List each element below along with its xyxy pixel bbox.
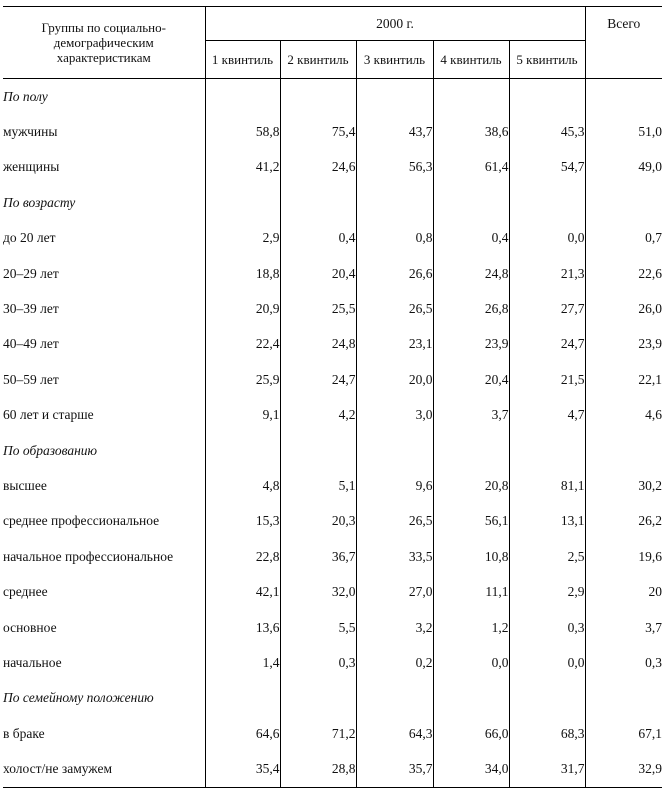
total-value-cell: 30,2 xyxy=(585,468,662,503)
quintile-value-cell: 32,0 xyxy=(280,574,356,609)
quintile-value-cell: 11,1 xyxy=(433,574,509,609)
quintile-value-cell: 2,9 xyxy=(509,574,585,609)
quintile-value-cell: 25,5 xyxy=(280,291,356,326)
total-column-header: Всего xyxy=(585,7,662,79)
quintile-value-cell: 75,4 xyxy=(280,114,356,149)
quintile-value-cell: 4,2 xyxy=(280,398,356,433)
quintile-value-cell: 0,0 xyxy=(433,645,509,680)
quintile-value-cell: 36,7 xyxy=(280,539,356,574)
quintile-value-cell: 56,3 xyxy=(356,150,433,185)
empty-cell xyxy=(280,681,356,716)
quintile-value-cell: 28,8 xyxy=(280,751,356,787)
quintile-value-cell: 66,0 xyxy=(433,716,509,751)
quintile-2-header: 2 квинтиль xyxy=(280,41,356,79)
quintile-value-cell: 0,4 xyxy=(280,221,356,256)
quintile-value-cell: 0,0 xyxy=(509,221,585,256)
empty-cell xyxy=(356,185,433,220)
table-row xyxy=(3,539,662,574)
quintile-value-cell: 56,1 xyxy=(433,504,509,539)
row-label: 40–49 лет xyxy=(3,327,205,362)
quintile-value-cell: 42,1 xyxy=(205,574,280,609)
quintile-value-cell: 27,0 xyxy=(356,574,433,609)
quintile-value-cell: 20,3 xyxy=(280,504,356,539)
table-body xyxy=(3,79,662,788)
quintile-value-cell: 34,0 xyxy=(433,751,509,787)
quintile-value-cell: 9,6 xyxy=(356,468,433,503)
row-label: в браке xyxy=(3,716,205,751)
quintile-value-cell: 25,9 xyxy=(205,362,280,397)
table-row xyxy=(3,398,662,433)
quintile-value-cell: 5,1 xyxy=(280,468,356,503)
table-row xyxy=(3,751,662,787)
quintile-value-cell: 20,9 xyxy=(205,291,280,326)
quintile-value-cell: 1,4 xyxy=(205,645,280,680)
quintile-value-cell: 13,6 xyxy=(205,610,280,645)
row-label: до 20 лет xyxy=(3,221,205,256)
empty-cell xyxy=(205,79,280,115)
table-row xyxy=(3,114,662,149)
quintile-value-cell: 24,8 xyxy=(433,256,509,291)
quintile-value-cell: 10,8 xyxy=(433,539,509,574)
row-label: начальное профессиональное xyxy=(3,539,205,574)
quintile-value-cell: 26,5 xyxy=(356,291,433,326)
empty-cell xyxy=(585,185,662,220)
quintile-value-cell: 13,1 xyxy=(509,504,585,539)
group-column-header: Группы по социально-демографическим характеристикам xyxy=(3,7,205,79)
total-value-cell: 3,7 xyxy=(585,610,662,645)
quintile-value-cell: 68,3 xyxy=(509,716,585,751)
quintile-value-cell: 24,7 xyxy=(509,327,585,362)
quintile-value-cell: 0,3 xyxy=(280,645,356,680)
quintile-value-cell: 22,8 xyxy=(205,539,280,574)
statistics-table xyxy=(3,6,662,788)
total-value-cell: 4,6 xyxy=(585,398,662,433)
quintile-value-cell: 26,5 xyxy=(356,504,433,539)
total-value-cell: 23,9 xyxy=(585,327,662,362)
quintile-value-cell: 20,4 xyxy=(280,256,356,291)
empty-cell xyxy=(433,185,509,220)
total-value-cell: 26,2 xyxy=(585,504,662,539)
total-value-cell: 26,0 xyxy=(585,291,662,326)
total-value-cell: 0,7 xyxy=(585,221,662,256)
table-row xyxy=(3,362,662,397)
section-row xyxy=(3,681,662,716)
total-value-cell: 0,3 xyxy=(585,645,662,680)
quintile-value-cell: 2,5 xyxy=(509,539,585,574)
empty-cell xyxy=(433,79,509,115)
quintile-value-cell: 33,5 xyxy=(356,539,433,574)
quintile-value-cell: 21,5 xyxy=(509,362,585,397)
quintile-4-header: 4 квинтиль xyxy=(433,41,509,79)
quintile-value-cell: 0,3 xyxy=(509,610,585,645)
quintile-value-cell: 20,8 xyxy=(433,468,509,503)
quintile-5-header: 5 квинтиль xyxy=(509,41,585,79)
quintile-value-cell: 0,2 xyxy=(356,645,433,680)
empty-cell xyxy=(509,79,585,115)
row-label: высшее xyxy=(3,468,205,503)
quintile-value-cell: 23,9 xyxy=(433,327,509,362)
quintile-value-cell: 3,2 xyxy=(356,610,433,645)
quintile-value-cell: 0,0 xyxy=(509,645,585,680)
quintile-value-cell: 64,3 xyxy=(356,716,433,751)
quintile-value-cell: 22,4 xyxy=(205,327,280,362)
section-title: По полу xyxy=(3,79,205,115)
table-row xyxy=(3,256,662,291)
quintile-value-cell: 26,8 xyxy=(433,291,509,326)
section-title: По образованию xyxy=(3,433,205,468)
empty-cell xyxy=(433,681,509,716)
table-row xyxy=(3,327,662,362)
empty-cell xyxy=(356,433,433,468)
year-header: 2000 г. xyxy=(205,7,585,41)
total-value-cell: 49,0 xyxy=(585,150,662,185)
quintile-value-cell: 45,3 xyxy=(509,114,585,149)
total-value-cell: 67,1 xyxy=(585,716,662,751)
quintile-value-cell: 64,6 xyxy=(205,716,280,751)
quintile-value-cell: 38,6 xyxy=(433,114,509,149)
quintile-value-cell: 18,8 xyxy=(205,256,280,291)
table-row xyxy=(3,574,662,609)
empty-cell xyxy=(205,185,280,220)
quintile-value-cell: 20,4 xyxy=(433,362,509,397)
total-value-cell: 22,1 xyxy=(585,362,662,397)
table-row xyxy=(3,291,662,326)
empty-cell xyxy=(509,185,585,220)
quintile-1-header: 1 квинтиль xyxy=(205,41,280,79)
quintile-value-cell: 5,5 xyxy=(280,610,356,645)
row-label: основное xyxy=(3,610,205,645)
quintile-value-cell: 24,7 xyxy=(280,362,356,397)
empty-cell xyxy=(585,433,662,468)
quintile-value-cell: 31,7 xyxy=(509,751,585,787)
row-label: 60 лет и старше xyxy=(3,398,205,433)
table-row xyxy=(3,716,662,751)
quintile-value-cell: 58,8 xyxy=(205,114,280,149)
quintile-value-cell: 3,0 xyxy=(356,398,433,433)
empty-cell xyxy=(585,79,662,115)
quintile-value-cell: 26,6 xyxy=(356,256,433,291)
quintile-value-cell: 3,7 xyxy=(433,398,509,433)
empty-cell xyxy=(205,433,280,468)
quintile-value-cell: 4,7 xyxy=(509,398,585,433)
row-label: начальное xyxy=(3,645,205,680)
section-title: По возрасту xyxy=(3,185,205,220)
quintile-value-cell: 43,7 xyxy=(356,114,433,149)
quintile-value-cell: 61,4 xyxy=(433,150,509,185)
empty-cell xyxy=(280,433,356,468)
empty-cell xyxy=(356,681,433,716)
empty-cell xyxy=(509,681,585,716)
quintile-value-cell: 1,2 xyxy=(433,610,509,645)
empty-cell xyxy=(509,433,585,468)
quintile-value-cell: 81,1 xyxy=(509,468,585,503)
table-row xyxy=(3,150,662,185)
quintile-3-header: 3 квинтиль xyxy=(356,41,433,79)
quintile-value-cell: 4,8 xyxy=(205,468,280,503)
section-row xyxy=(3,79,662,115)
table-row xyxy=(3,504,662,539)
empty-cell xyxy=(205,681,280,716)
quintile-value-cell: 20,0 xyxy=(356,362,433,397)
quintile-value-cell: 15,3 xyxy=(205,504,280,539)
row-label: 50–59 лет xyxy=(3,362,205,397)
row-label: среднее профессиональное xyxy=(3,504,205,539)
row-label: мужчины xyxy=(3,114,205,149)
total-value-cell: 19,6 xyxy=(585,539,662,574)
table-row xyxy=(3,645,662,680)
row-label: холост/не замужем xyxy=(3,751,205,787)
table-row xyxy=(3,468,662,503)
row-label: 20–29 лет xyxy=(3,256,205,291)
quintile-value-cell: 2,9 xyxy=(205,221,280,256)
quintile-value-cell: 23,1 xyxy=(356,327,433,362)
section-title: По семейному положению xyxy=(3,681,205,716)
total-value-cell: 32,9 xyxy=(585,751,662,787)
empty-cell xyxy=(280,79,356,115)
quintile-value-cell: 0,4 xyxy=(433,221,509,256)
quintile-value-cell: 35,4 xyxy=(205,751,280,787)
section-row xyxy=(3,185,662,220)
quintile-value-cell: 27,7 xyxy=(509,291,585,326)
empty-cell xyxy=(280,185,356,220)
quintile-value-cell: 35,7 xyxy=(356,751,433,787)
row-label: среднее xyxy=(3,574,205,609)
section-row xyxy=(3,433,662,468)
quintile-value-cell: 71,2 xyxy=(280,716,356,751)
table-row xyxy=(3,221,662,256)
quintile-value-cell: 0,8 xyxy=(356,221,433,256)
quintile-value-cell: 24,6 xyxy=(280,150,356,185)
quintile-value-cell: 9,1 xyxy=(205,398,280,433)
total-value-cell: 51,0 xyxy=(585,114,662,149)
total-value-cell: 22,6 xyxy=(585,256,662,291)
row-label: 30–39 лет xyxy=(3,291,205,326)
empty-cell xyxy=(356,79,433,115)
row-label: женщины xyxy=(3,150,205,185)
table-row xyxy=(3,610,662,645)
total-value-cell: 20 xyxy=(585,574,662,609)
quintile-value-cell: 54,7 xyxy=(509,150,585,185)
quintile-value-cell: 24,8 xyxy=(280,327,356,362)
quintile-value-cell: 21,3 xyxy=(509,256,585,291)
quintile-value-cell: 41,2 xyxy=(205,150,280,185)
empty-cell xyxy=(585,681,662,716)
table-header xyxy=(3,7,662,79)
empty-cell xyxy=(433,433,509,468)
